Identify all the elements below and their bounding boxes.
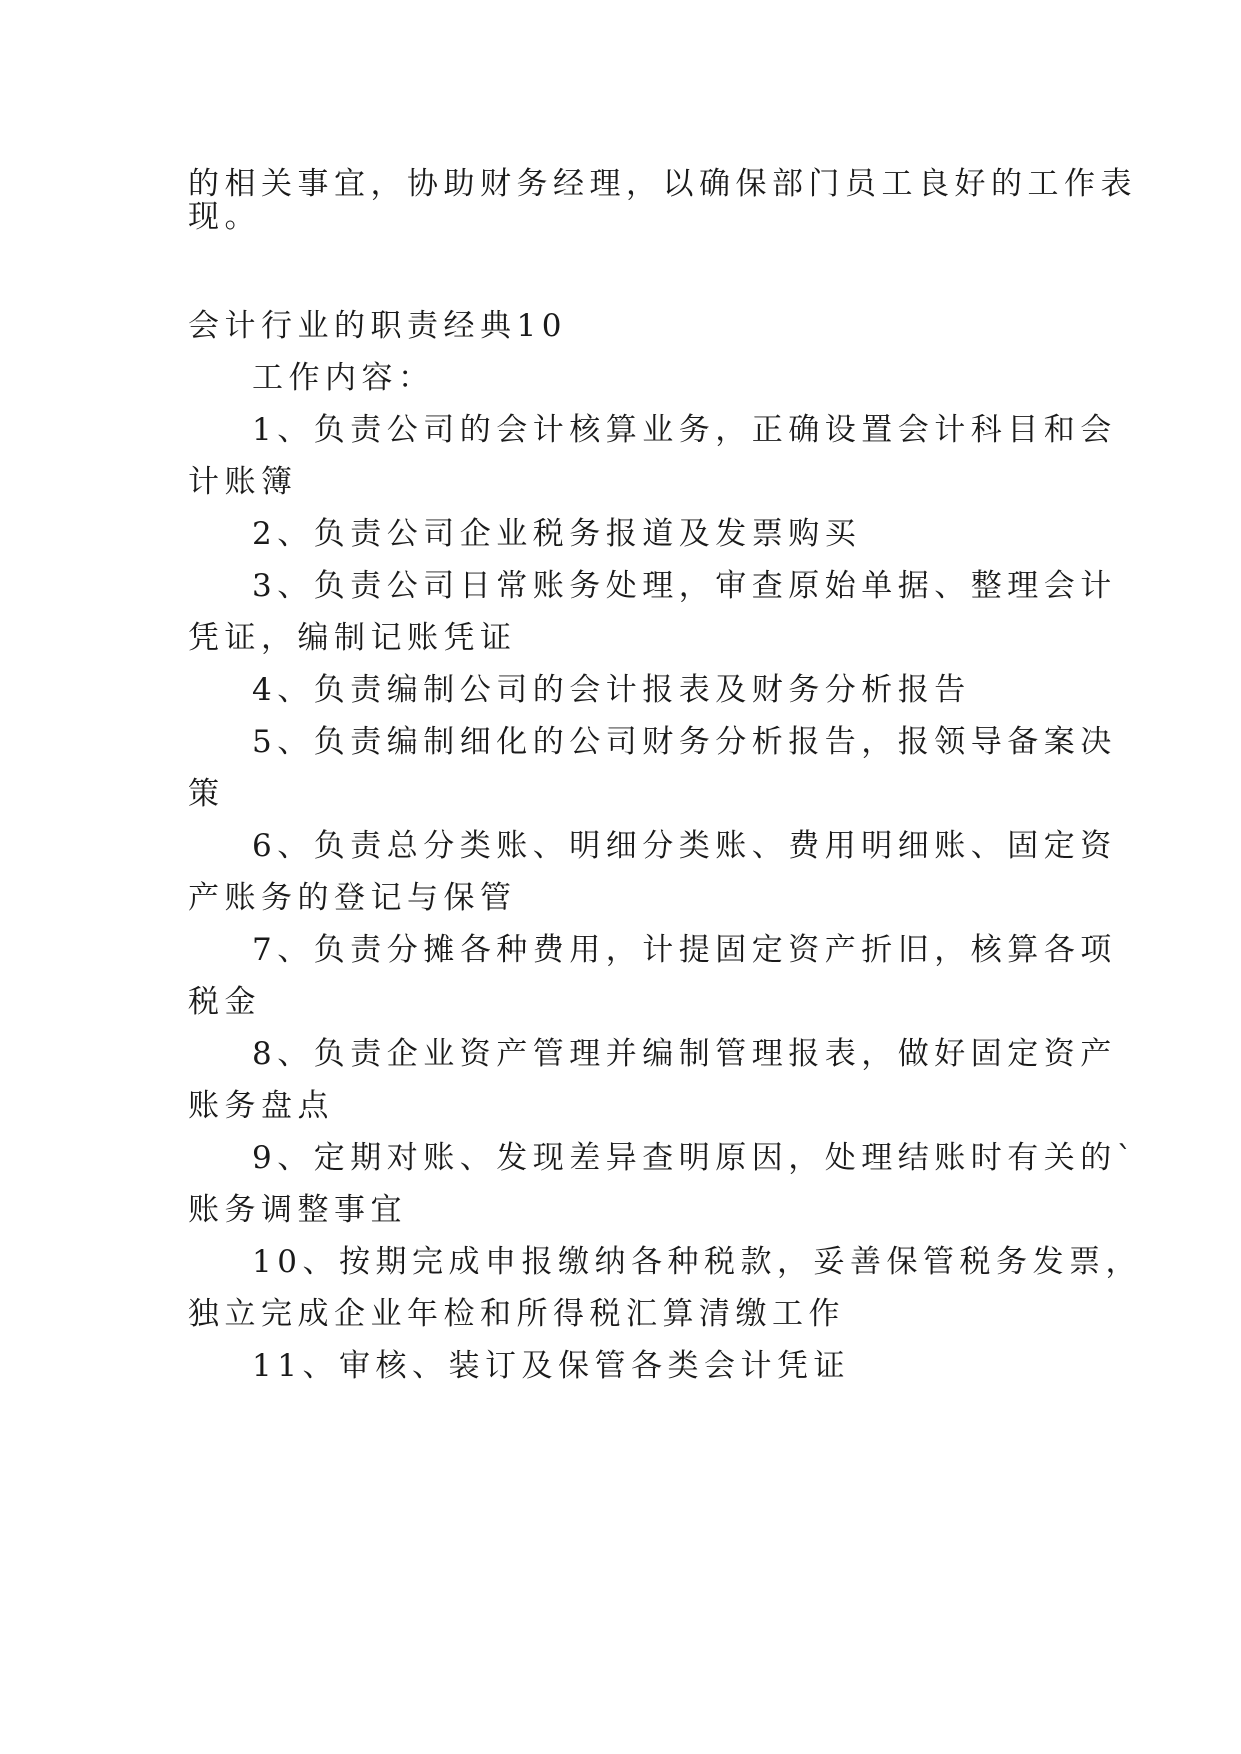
list-item: 6、负责总分类账、明细分类账、费用明细账、固定资 [252, 828, 1117, 864]
list-item-continuation: 账务调整事宜 [188, 1192, 407, 1228]
list-item-continuation: 账务盘点 [188, 1088, 334, 1124]
list-item-continuation: 产账务的登记与保管 [188, 880, 517, 916]
intro-line-2: 现。 [188, 199, 261, 235]
section-title: 会计行业的职责经典10 [188, 308, 567, 344]
list-item: 7、负责分摊各种费用，计提固定资产折旧，核算各项 [252, 932, 1117, 968]
list-item: 1、负责公司的会计核算业务，正确设置会计科目和会 [252, 412, 1117, 448]
list-item: 11、审核、装订及保管各类会计凭证 [252, 1348, 850, 1384]
list-item: 9、定期对账、发现差异查明原因，处理结账时有关的` [252, 1140, 1138, 1176]
list-item: 10、按期完成申报缴纳各种税款，妥善保管税务发票， [252, 1244, 1142, 1280]
subheading: 工作内容： [252, 360, 435, 396]
list-item-continuation: 税金 [188, 984, 261, 1020]
list-item-continuation: 凭证，编制记账凭证 [188, 620, 517, 656]
intro-line-1: 的相关事宜，协助财务经理，以确保部门员工良好的工作表 [188, 166, 1137, 202]
list-item: 5、负责编制细化的公司财务分析报告，报领导备案决 [252, 724, 1117, 760]
list-item: 4、负责编制公司的会计报表及财务分析报告 [252, 672, 971, 708]
list-item: 2、负责公司企业税务报道及发票购买 [252, 516, 862, 552]
list-item-continuation: 策 [188, 776, 225, 812]
list-item-continuation: 计账簿 [188, 464, 298, 500]
list-item: 3、负责公司日常账务处理，审查原始单据、整理会计 [252, 568, 1117, 604]
list-item: 8、负责企业资产管理并编制管理报表，做好固定资产 [252, 1036, 1117, 1072]
list-item-continuation: 独立完成企业年检和所得税汇算清缴工作 [188, 1296, 845, 1332]
